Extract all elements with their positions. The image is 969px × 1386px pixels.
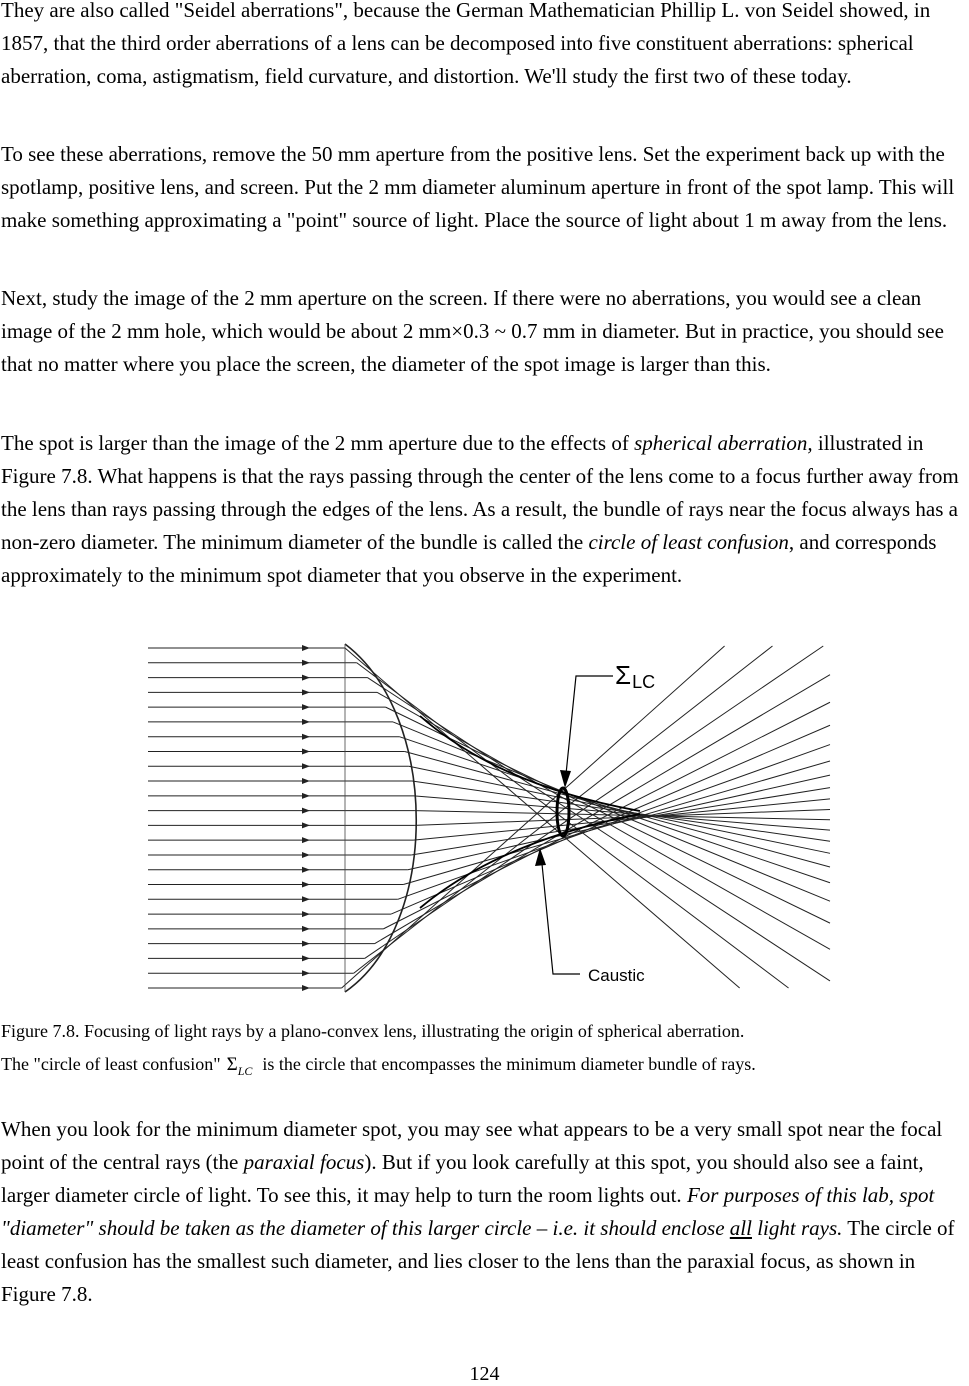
- ray-arrow-icon: [302, 955, 310, 961]
- caustic-label: Caustic: [588, 966, 645, 985]
- ray-arrow-icon: [302, 808, 310, 814]
- underlined-all: all: [729, 1215, 752, 1240]
- ray-arrow-icon: [302, 660, 310, 666]
- ray-arrow-icon: [302, 926, 310, 932]
- figure-caption: [0, 1015, 969, 1083]
- ray-arrow-icon: [302, 763, 310, 769]
- text-run: The circle of least confusion has the smallest such diameter, and lies closer to the lens than the paraxial focus, as shown in Figure 7.8.: [1, 1215, 955, 1306]
- caption-text: is the circle that encompasses the minimum diameter bundle of rays.: [262, 1054, 756, 1074]
- sigma-subscript: LC: [237, 1064, 253, 1078]
- ray-arrow-icon: [302, 778, 310, 784]
- page-number: 124: [469, 1363, 500, 1385]
- paragraph-spherical-aberration: [0, 427, 969, 592]
- sigma-label: ΣLC: [615, 660, 656, 692]
- emphasis-all: [730, 1216, 752, 1240]
- sigma-pointer-arrowhead: [560, 770, 571, 788]
- paragraph-setup-instructions: [0, 138, 969, 237]
- ray-arrow-icon: [302, 689, 310, 695]
- ray-arrow-icon: [302, 719, 310, 725]
- ray-arrow-icon: [302, 941, 310, 947]
- ray-arrow-icon: [302, 822, 310, 828]
- paragraph-text: Next, study the image of the 2 mm aperture on the screen. If there were no aberrations, you would see a clean image of the 2 mm hole, which would be about 2 mm×0.3 ~ 0.7 mm in diameter. But in practice, you should see that no matter where you place the screen, the diameter of the spot image is larger than this.: [1, 286, 944, 376]
- text-run: illustrated in Figure 7.8. What happens is that the rays passing through the center of the lens come to a focus further away from the lens than rays passing through the edges of the lens. As a result, the bundle of rays near the focus always has a non-zero diameter. The minimum diameter of the bundle is called the: [1, 431, 959, 554]
- caustic-upper: [420, 716, 640, 811]
- text-run: ). But if you look carefully at this spot, you should also see a faint, larger diameter circle of light. To see this, it may help to turn the room lights out.: [1, 1149, 924, 1207]
- ray-arrow-icon: [302, 970, 310, 976]
- ray-arrow-icon: [302, 985, 310, 991]
- caption-line-2: [1, 1048, 969, 1083]
- refracted-ray: [403, 761, 830, 885]
- paragraph-spot-image: [0, 282, 969, 381]
- caption-line-1: Figure 7.8. Focusing of light rays by a plano-convex lens, illustrating the origin of spherical aberration.: [1, 1021, 745, 1041]
- ray-arrow-icon: [302, 852, 310, 858]
- ray-arrow-icon: [302, 882, 310, 888]
- ray-arrow-icon: [302, 896, 310, 902]
- sigma-pointer-line: [565, 676, 613, 784]
- refracted-ray: [412, 781, 830, 841]
- caustic-pointer-line: [541, 854, 580, 974]
- refracted-ray: [365, 646, 824, 958]
- text-run: When you look for the minimum diameter spot, you may see what appears to be a very small spot near the focal point of the central rays (the: [1, 1117, 943, 1174]
- emphasis-paraxial-focus: paraxial focus: [243, 1149, 365, 1174]
- ray-arrow-icon: [302, 645, 310, 651]
- paragraph-seidel-aberrations: [0, 0, 969, 93]
- emphasis-circle-of-least-confusion: circle of least confusion: [588, 529, 789, 554]
- emphasis-light-rays: light rays.: [751, 1215, 843, 1240]
- text-run: The spot is larger than the image of the 2 mm aperture due to the effects of: [1, 431, 635, 455]
- ray-arrow-icon: [302, 793, 310, 799]
- sigma-symbol: Σ: [226, 1054, 238, 1075]
- refracted-ray: [414, 796, 830, 830]
- paragraph-text: They are also called "Seidel aberrations", because the German Mathematician Phillip L. von Seidel showed, in 1857, that the third order aberrations of a lens can be decomposed into five constituent aberrations: spherical aberration, coma, astigmatism, field curvature, and distortion. We'll study the first two of these today.: [1, 0, 931, 88]
- emphasis-spherical-aberration: spherical aberration,: [634, 431, 813, 455]
- ray-diagram: [140, 636, 840, 998]
- paragraph-minimum-spot: [0, 1113, 969, 1310]
- caption-text: The "circle of least confusion": [1, 1054, 221, 1074]
- ray-arrow-icon: [302, 675, 310, 681]
- emphasis-lab-definition: For purposes of this lab, spot "diameter" should be taken as the diameter of this larger circle – i.e. it should enclose: [1, 1182, 935, 1240]
- paragraph-text: To see these aberrations, remove the 50 mm aperture from the positive lens. Set the experiment back up with the spotlamp, positive lens, and screen. Put the 2 mm diameter aluminum aperture in front of the spot lamp. This will make something approximating a "point" source of light. Place the source of light about 1 m away from the lens.: [1, 142, 955, 232]
- ray-arrow-icon: [302, 911, 310, 917]
- circle-of-least-confusion-mark: [557, 788, 569, 836]
- refracted-ray: [367, 678, 830, 981]
- ray-arrow-icon: [302, 748, 310, 754]
- ray-arrow-icon: [302, 837, 310, 843]
- ray-arrow-icon: [302, 704, 310, 710]
- refracted-ray: [398, 745, 830, 900]
- ray-arrow-icon: [302, 867, 310, 873]
- refracted-ray: [383, 702, 830, 929]
- text-run: , and corresponds approximately to the minimum spot diameter that you observe in the experiment.: [1, 529, 937, 587]
- figure-spherical-aberration-diagram: [140, 636, 840, 998]
- refracted-ray: [399, 737, 830, 883]
- ray-arrow-icon: [302, 734, 310, 740]
